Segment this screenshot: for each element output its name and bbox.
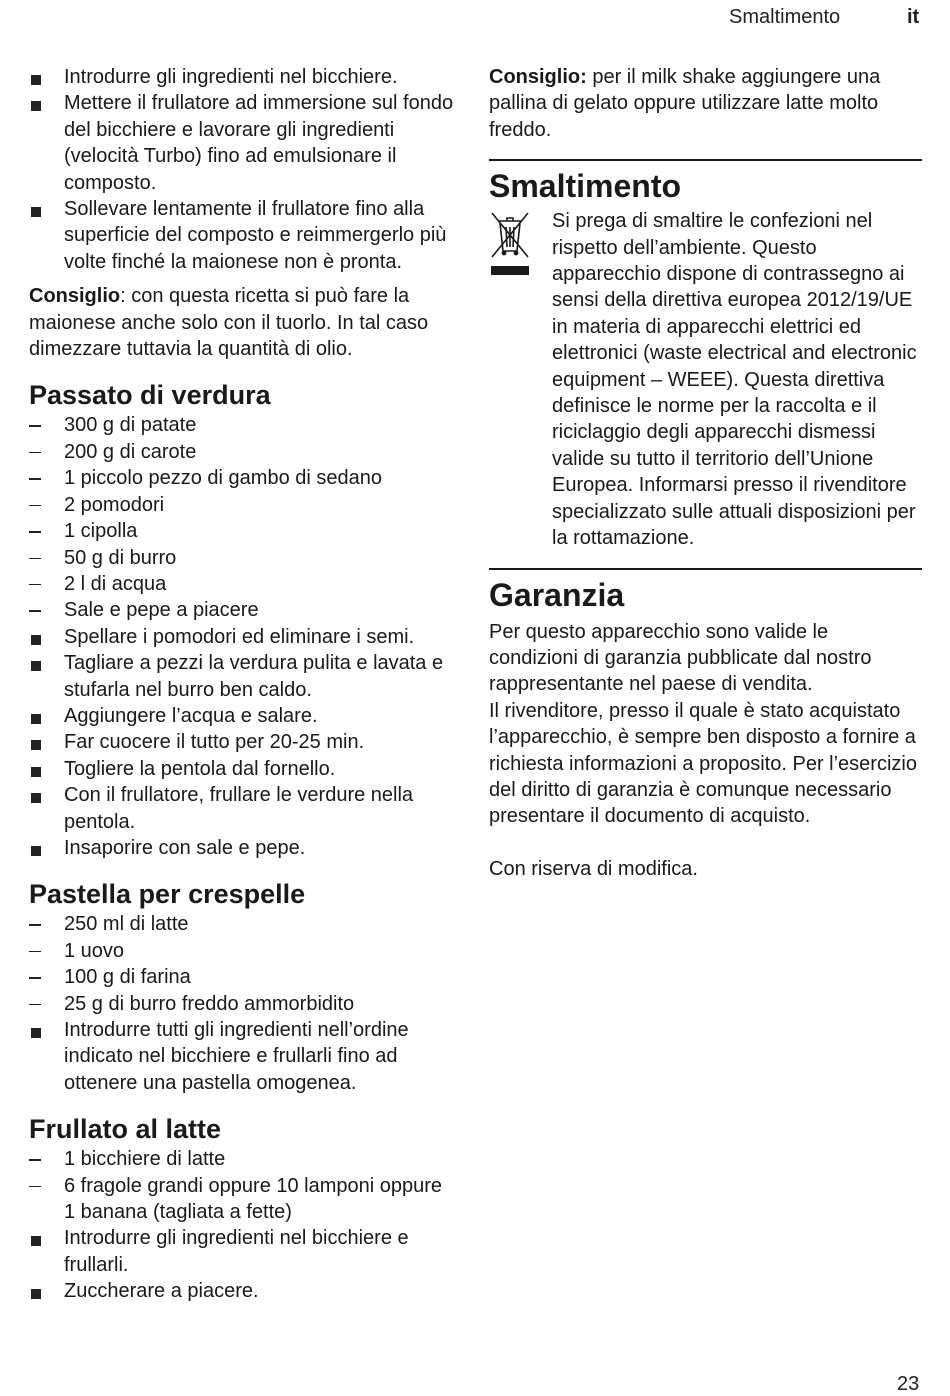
section-divider <box>489 568 922 570</box>
list-item: Togliere la pentola dal fornello. <box>64 757 336 780</box>
list-item: Introdurre gli ingredienti nel bicchiere. <box>64 66 398 88</box>
heading-garanzia: Garanzia <box>489 576 625 613</box>
list-item: 50 g di burro <box>64 546 177 569</box>
list-item: 1 bicchiere di latte <box>64 1148 226 1171</box>
heading-passato-di-verdura: Passato di verdura <box>29 380 271 411</box>
disposal-block <box>489 208 922 551</box>
running-header-language: it <box>907 6 920 28</box>
list-item: Mettere il frullatore ad immersione sul fondo del bicchiere e lavorare gli ingredienti (velocità Turbo) fino ad emulsionare il composto. <box>64 92 454 194</box>
frullato-ingredients-list <box>29 1146 454 1225</box>
list-item: Far cuocere il tutto per 20-25 min. <box>64 731 365 754</box>
tip-milkshake <box>489 64 922 143</box>
tip-text: : con questa ricetta si può fare la maionese anche solo con il tuorlo. In tal caso dimezzare tuttavia la quantità di olio. <box>29 285 429 361</box>
tip-mayonnaise <box>29 283 454 362</box>
list-item: Introdurre gli ingredienti nel bicchiere e frullarli. <box>64 1227 409 1276</box>
pastella-steps-list <box>29 1017 454 1096</box>
running-header <box>0 6 950 32</box>
list-item: 200 g di carote <box>64 440 197 463</box>
passato-steps-list <box>29 624 454 862</box>
warranty-paragraph-1: Per questo apparecchio sono valide le condizioni di garanzia pubblicate dal nostro rappresentante nel paese di vendita. <box>489 620 872 696</box>
list-item: Sollevare lentamente il frullatore fino alla superficie del composto e reimmergerlo più volte finché la maionese non è pronta. <box>64 198 447 273</box>
page-number: 23 <box>897 1373 920 1395</box>
list-item: 6 fragole grandi oppure 10 lamponi oppure 1 banana (tagliata a fette) <box>64 1174 443 1224</box>
list-item: 2 pomodori <box>64 493 165 516</box>
heading-smaltimento: Smaltimento <box>489 168 682 205</box>
weee-crossed-bin-icon <box>489 210 531 280</box>
list-item: 250 ml di latte <box>64 913 189 936</box>
list-item: 100 g di farina <box>64 966 191 989</box>
right-column <box>489 64 922 882</box>
list-item: Insaporire con sale e pepe. <box>64 836 306 859</box>
disposal-text: Si prega di smaltire le confezioni nel rispetto dell’ambiente. Questo apparecchio dispone di contrassegno ai sensi della direttiva europea 2012/19/UE in materia di apparecchi elettrici ed elettronici (waste electrical and electronic equipment – WEEE). Questa direttiva definisce le norme per la raccolta e il riciclaggio degli apparecchi dismessi valide su tutto il territorio dell’Unione Europea. Informarsi presso il rivenditore specializzato sulle attuali disposizioni per la rottamazione. <box>552 210 917 550</box>
list-item: 1 uovo <box>64 939 125 962</box>
pastella-ingredients-list <box>29 911 454 1017</box>
list-item: 1 cipolla <box>64 520 138 543</box>
list-item: Con il frullatore, frullare le verdure nella pentola. <box>64 784 414 833</box>
heading-frullato-al-latte: Frullato al latte <box>29 1114 222 1145</box>
list-item: 300 g di patate <box>64 414 197 437</box>
list-item: 1 piccolo pezzo di gambo di sedano <box>64 467 382 490</box>
list-item: Aggiungere l’acqua e salare. <box>64 704 318 727</box>
tip-label: Consiglio <box>29 285 121 308</box>
frullato-steps-list <box>29 1225 454 1304</box>
list-item: Introdurre tutti gli ingredienti nell’ordine indicato nel bicchiere e frullarli fino ad ottenere una pastella omogenea. <box>64 1019 409 1094</box>
warranty-paragraph-2: Il rivenditore, presso il quale è stato acquistato l’apparecchio, è sempre ben disposto a fornire a richiesta informazioni a proposito. Per l’esercizio del diritto di garanzia è comunque necessario presentare il documento di acquisto. <box>489 699 917 828</box>
running-header-section: Smaltimento <box>729 6 841 28</box>
heading-pastella-per-crespelle: Pastella per crespelle <box>29 879 306 910</box>
list-item: Zuccherare a piacere. <box>64 1280 259 1303</box>
list-item: Spellare i pomodori ed eliminare i semi. <box>64 625 415 648</box>
tip-label: Consiglio: <box>489 66 587 88</box>
mayonnaise-steps-list <box>29 64 454 275</box>
subject-to-change-note: Con riserva di modifica. <box>489 857 698 880</box>
passato-ingredients-list <box>29 412 454 623</box>
left-column <box>29 64 454 1305</box>
list-item: 2 l di acqua <box>64 572 167 595</box>
tip-text: per il milk shake aggiungere una pallina di gelato oppure utilizzare latte molto freddo. <box>489 66 881 141</box>
list-item: 25 g di burro freddo ammorbidito <box>64 992 355 1015</box>
section-divider <box>489 159 922 161</box>
list-item: Tagliare a pezzi la verdura pulita e lavata e stufarla nel burro ben caldo. <box>64 652 444 701</box>
list-item: Sale e pepe a piacere <box>64 599 259 622</box>
